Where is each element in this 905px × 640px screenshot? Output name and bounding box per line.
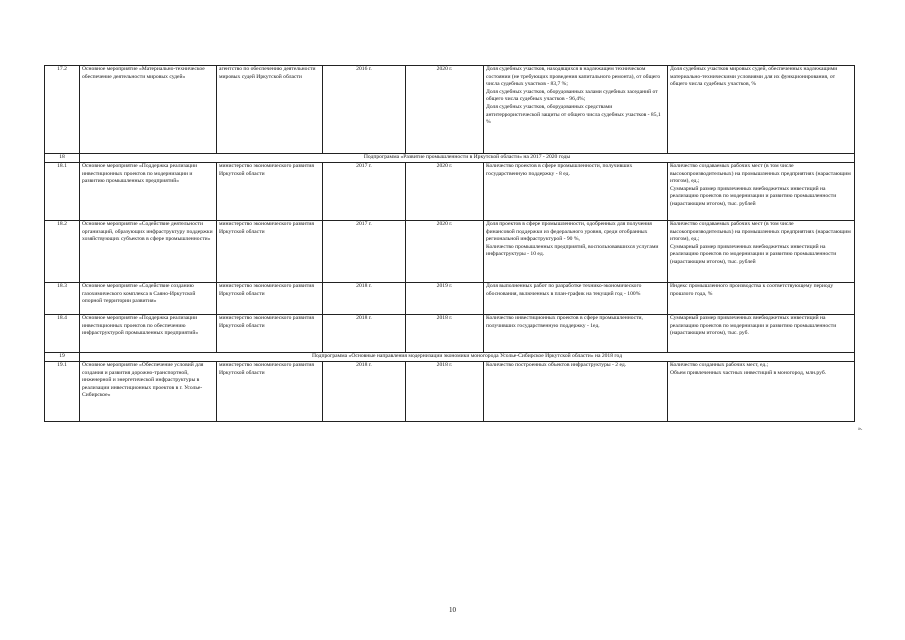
item-number: 18.4 xyxy=(45,315,80,353)
indicator-line: Суммарный размер привлеченных внебюджетных инвестиций на реализацию проектов по модернизации и развитию промышленности (нарастающим итогом), тыс. руб. xyxy=(670,315,837,337)
start-year: 2017 г. xyxy=(323,163,406,221)
item-number: 18.1 xyxy=(45,163,80,221)
indicator-line: Количество создаваемых рабочих мест (в том числе высокопроизводительных) на промышленных предприятиях (нарастающим итогом), ед.; xyxy=(670,221,851,243)
activity-name: Основное мероприятие «Содействие созданию газохимического комплекса в Саяно-Иркутской опорной территории развития» xyxy=(80,283,217,315)
table-row xyxy=(45,283,855,315)
executor: министерство экономического развития Иркутской области xyxy=(217,221,323,283)
target-indicators xyxy=(668,163,855,221)
expected-results xyxy=(484,163,668,221)
item-number: 19.1 xyxy=(45,362,80,422)
start-year: 2016 г. xyxy=(323,66,406,154)
item-number: 18.3 xyxy=(45,283,80,315)
end-year: 2018 г. xyxy=(406,362,484,422)
item-number: 17.2 xyxy=(45,66,80,154)
section-row xyxy=(45,154,855,163)
section-title: Подпрограмма «Основные направления модернизации экономики моногорода Усолье-Сибирское Иркутской области» на 2018 год xyxy=(80,353,855,362)
indicator-line: Количество созданных рабочих мест, ед.; xyxy=(670,362,769,368)
result-line: Доля выполненных работ по разработке технико-экономического обоснования, включенных в план-график на текущий год - 100% xyxy=(486,283,642,297)
result-line: Доля судебных участков, оборудованных средствами антитеррористической защиты от общего числа судебных участков - 85,1 % xyxy=(486,103,661,126)
result-line: Количество промышленных предприятий, воспользовавшихся услугами инфраструктуры - 10 ед. xyxy=(486,243,659,258)
activity-name: Основное мероприятие «Содействие деятельности организаций, образующих инфраструктуру поддержки хозяйствующих субъектов в сфере промышленности» xyxy=(80,221,217,283)
start-year: 2018 г. xyxy=(323,362,406,422)
activities-table xyxy=(44,65,855,422)
target-indicators xyxy=(668,362,855,422)
result-line: Количество инвестиционных проектов в сфере промышленности, получивших государственную поддержку - 1ед. xyxy=(486,315,643,329)
indicator-line: Суммарный размер привлеченных внебюджетных инвестиций на реализацию проектов по модернизации и развитию промышленности (нарастающим итогом), тыс. рублей xyxy=(670,243,837,265)
result-line: Количество построенных объектов инфраструктуры - 2 ед. xyxy=(486,362,627,368)
target-indicators xyxy=(668,221,855,283)
expected-results xyxy=(484,362,668,422)
result-line: Доля судебных участков, оборудованных залами судебных заседаний от общего числа судебных участков - 96,4%; xyxy=(486,88,658,103)
indicator-line: Количество создаваемых рабочих мест (в том числе высокопроизводительных) на промышленных предприятиях (нарастающим итогом), ед.; xyxy=(670,163,851,185)
section-number: 18 xyxy=(45,154,80,163)
executor: министерство экономического развития Иркутской области xyxy=(217,362,323,422)
item-number: 18.2 xyxy=(45,221,80,283)
expected-results xyxy=(484,66,668,154)
result-line: Доля судебных участков, находящихся в надлежащем техническом состоянии (не требующих проведения капитального ремонта), от общего числа судебных участков - 83,7 %; xyxy=(486,66,661,88)
end-year: 2020 г. xyxy=(406,163,484,221)
indicator-line: Суммарный размер привлеченных внебюджетных инвестиций на реализацию проектов по модернизации и развитию промышленности (нарастающим итогом), тыс. рублей xyxy=(670,185,837,207)
table-row xyxy=(45,163,855,221)
indicator-line: Доля судебных участков мировых судей, обеспеченных надлежащими материально-техническими условиями для их функционирования, от общего числа судебных участков, % xyxy=(670,66,838,88)
section-number: 19 xyxy=(45,353,80,362)
start-year: 2018 г. xyxy=(323,283,406,315)
section-title: Подпрограмма «Развитие промышленности в Иркутской области» на 2017 - 2020 годы xyxy=(80,154,855,163)
expected-results xyxy=(484,283,668,315)
table-row xyxy=(45,66,855,154)
table-row xyxy=(45,315,855,353)
table-row xyxy=(45,221,855,283)
activity-name: Основное мероприятие «Обеспечение условий для создания и развития дорожно-транспортной, инженерной и энергетической инфраструктуры в реализации инвестиционных проектов в г. Усолье-Сибирское» xyxy=(80,362,217,422)
closing-quote-mark: ». xyxy=(858,426,863,432)
activity-name: Основное мероприятие «Поддержка реализации инвестиционных проектов по модернизации и развитию промышленных предприятий» xyxy=(80,163,217,221)
expected-results xyxy=(484,315,668,353)
end-year: 2020 г. xyxy=(406,66,484,154)
target-indicators xyxy=(668,283,855,315)
activity-name: Основное мероприятие «Поддержка реализации инвестиционных проектов по обеспечению инфраструктурой промышленных предприятий» xyxy=(80,315,217,353)
result-line: Количество проектов в сфере промышленности, получивших государственную поддержку - 8 ед. xyxy=(486,163,633,177)
end-year: 2019 г. xyxy=(406,283,484,315)
result-line: Доля проектов в сфере промышленности, одобренных для получения финансовой поддержки из федерального уровня, среди отобранных региональной инфраструктурой - 90 %, xyxy=(486,221,652,243)
executor: министерство экономического развития Иркутской области xyxy=(217,163,323,221)
section-row xyxy=(45,353,855,362)
start-year: 2018 г. xyxy=(323,315,406,353)
target-indicators xyxy=(668,315,855,353)
executor: агентство по обеспечению деятельности мировых судей Иркутской области xyxy=(217,66,323,154)
executor: министерство экономического развития Иркутской области xyxy=(217,315,323,353)
executor: министерство экономического развития Иркутской области xyxy=(217,283,323,315)
indicator-line: Объем привлеченных частных инвестиций в моногород, млн.руб. xyxy=(670,369,827,376)
end-year: 2018 г. xyxy=(406,315,484,353)
table-body xyxy=(45,66,855,422)
expected-results xyxy=(484,221,668,283)
activity-name: Основное мероприятие «Материально-техническое обеспечение деятельности мировых судей» xyxy=(80,66,217,154)
table-row xyxy=(45,362,855,422)
indicator-line: Индекс промышленного производства к соответствующему периоду прошлого года, % xyxy=(670,283,834,297)
target-indicators xyxy=(668,66,855,154)
start-year: 2017 г. xyxy=(323,221,406,283)
page-number: 10 xyxy=(449,606,456,614)
end-year: 2020 г. xyxy=(406,221,484,283)
